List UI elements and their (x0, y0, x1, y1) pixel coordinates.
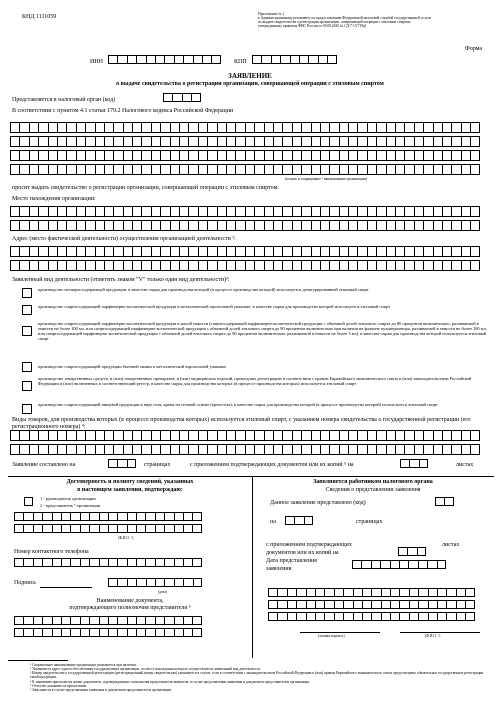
activity-checkbox-6[interactable] (22, 404, 32, 414)
tax-authority-code[interactable] (163, 93, 201, 102)
activity-checkbox-1[interactable] (22, 288, 32, 298)
footnote-2: ² Указывается адрес одного обособленного подразделения организации, по месту нахождения которого осуществляется заявленный вид деятельности. (30, 667, 261, 672)
on-label: на (270, 519, 276, 525)
footnote-6: ⁶ Заполняется в случае представления заявления и документов представителем организации. (30, 687, 173, 692)
tax-authority-label: Представляется в налоговый орган (код) (12, 97, 116, 103)
activity-text-1: производство неспиртосодержащей продукции, в качестве сырья для производства которой (в процессе производства которой) используется денатурированный этиловый спирт (38, 287, 369, 292)
activity-text-4: производство спиртосодержащей продукции бытовой химии в металлической аэрозольной упаковке (38, 364, 227, 369)
signature-label: Подпись (14, 580, 37, 586)
title-sub: о выдаче свидетельства о регистрации организации, совершающей операции с этиловым спиртом (116, 81, 384, 87)
signer-type-field[interactable] (24, 497, 33, 506)
activity-checkbox-2[interactable] (22, 305, 32, 315)
activity-label: Заявленный вид деятельности (отметить знаком "V" только один вид деятельности)³: (12, 277, 230, 283)
footnote-3: ³ Номер свидетельства о государственной регистрации (регистрационный номер свидетельства) указывается в случае, если в соответствии с законодательством Российской Федерации и (или) правом Евразийского экономического союза предусмотрено обязательное государственное регистрация такой продукции. (30, 671, 484, 680)
footnote-5: ⁵ Отчество указывается при наличии. (30, 683, 88, 688)
activity-text-6: производство спиртосодержащей пищевой продукции в виде геля, крема на гелевой основе (крем-геля), в качестве сырья для производства которой (в процессе производства которой) используется этиловый спирт (38, 402, 438, 407)
request-text: просит выдать свидетельство о регистрации организации, совершающей операции с этиловым спиртом. (12, 185, 279, 191)
kpp-field[interactable] (252, 55, 337, 64)
officer-signature-caption: (личная подпись) (318, 634, 345, 638)
activity-text-3: производство спиртосодержащей парфюмерно-косметической продукции в малой емкости (спиртосодержащей парфюмерно-косметической продукции с объемной долей этилового спирта до 80 процентов включительно, разливаемой в емкости не более 100 мл, или спиртосодержащей парфюмерно-косметической продукции с объемной долей этилового спирта до 90 процентов включительно при наличии на флаконе пульверизатора, разливаемой в емкости не более 100 мл, или спиртосодержащей парфюмерно-косметической продукции с объемной долей этилового спирта до 90 процентов включительно, разливаемой в емкости не более 3 мл), в качестве сырья для производства которой используется этиловый спирт (38, 321, 487, 342)
signer-option-1: 1 - руководитель организации (40, 496, 96, 501)
office-pages-unit: страницах (356, 519, 383, 525)
officer-fio-caption: (Ф.И.О. ⁷) (425, 634, 441, 638)
rep-doc-label-1: Наименование документа, (96, 598, 164, 604)
footnote-4: ⁴ К заявлению прилагаются копии документов, подтверждающих полномочия представителя заявителя, в случае представления заявления и документов представителем организации. (30, 679, 311, 684)
attach-label-1: с приложением подтверждающих (266, 542, 352, 548)
office-sheets-field[interactable] (398, 547, 426, 556)
form-label: Форма (465, 46, 483, 52)
location-label: Место нахождения организации: (12, 196, 96, 202)
attachments-label: с приложением подтверждающих документов или их копий ⁵ на (190, 462, 354, 468)
appendix-note: Приложение № 1 к Административному регламенту по предоставлению Федеральной налоговой службой государственной услуги по выдаче свидетельства о регистрации организации, совершающей операции с этиловым спиртом, утвержденному приказом ФНС России от 30.09.2020 № СД-7-15/719@ (258, 12, 432, 29)
sheets-count[interactable] (400, 459, 428, 468)
confirm-heading-2: в настоящем заявлении, подтверждаю: (77, 487, 183, 493)
sign-date-field[interactable] (108, 578, 202, 587)
address-label: Адрес (место фактической деятельности) осуществления организацией деятельности ²: (12, 236, 236, 242)
activity-checkbox-3[interactable] (22, 326, 32, 336)
phone-label: Номер контактного телефона (14, 549, 89, 555)
activity-text-5: производство лекарственных средств, и (или) лекарственных препаратов, и (или) медицинских изделий, прошедших регистрацию в соответствии с правом Евразийского экономического союза и (или) законодательством Российской Федерации и (или) включенных в соответствующий реестр, в качестве сырья для производства которых (в процессе производства которых) используется этиловый спирт (38, 376, 472, 387)
office-sheets-unit: листах (442, 542, 460, 548)
footnote-1: ¹ Сокращенное наименование организации указывается при наличии. (30, 663, 137, 667)
form-kind-code: КНД 1111059 (22, 14, 57, 20)
office-date-field[interactable] (352, 560, 446, 569)
phone-field[interactable] (14, 558, 202, 567)
attach-label-2: документов или их копий на (266, 550, 339, 556)
signer-fio-caption: (Ф.И.О. ⁷) (118, 536, 134, 540)
pages-count[interactable] (108, 459, 136, 468)
presented-code-field[interactable] (435, 497, 454, 506)
office-pages-field[interactable] (285, 516, 313, 525)
date-label-1: Дата представления (266, 558, 317, 564)
activity-checkbox-4[interactable] (22, 362, 32, 372)
goods-label: Виды товаров, для производства которых (в процессе производства которых) используется этиловый спирт, с указанием номера свидетельства о государственной регистрации (его регистрационного номера) ⁴: (12, 417, 471, 430)
footnotes (30, 663, 492, 692)
activity-checkbox-5[interactable] (22, 381, 32, 391)
basis-text: В соответствии с пунктом 4.1 статьи 179.2 Налогового кодекса Российской Федерации (12, 108, 234, 114)
sign-date-caption: (дата) (158, 590, 167, 594)
confirm-heading-1: Достоверность и полноту сведений, указанных (66, 479, 194, 485)
office-heading-1: Заполняется работником налогового органа (313, 479, 433, 485)
signer-option-2: 2 - представитель ⁶ организации (40, 503, 101, 508)
date-label-2: заявления (266, 566, 292, 572)
org-name-caption: (полное и сокращенное ¹ наименование организации) (285, 177, 367, 181)
sheets-unit: листах (456, 462, 474, 468)
presented-code-label: Данное заявление представлено (код) (270, 500, 366, 506)
pages-label: Заявление составлено на (12, 462, 76, 468)
activity-text-2: производство спиртосодержащей парфюмерно-косметической продукции в металлической аэрозольной упаковке, в качестве сырья для производства которой используется этиловый спирт (38, 304, 391, 309)
inn-field[interactable] (108, 55, 221, 64)
rep-doc-label-2: подтверждающего полномочия представителя ⁶ (69, 605, 191, 611)
kpp-label: КПП (234, 59, 247, 65)
inn-label: ИНН (90, 59, 103, 65)
pages-unit: страницах (144, 462, 171, 468)
title-main: ЗАЯВЛЕНИЕ (228, 72, 272, 80)
office-heading-2: Сведения о представлении заявления (325, 487, 421, 493)
